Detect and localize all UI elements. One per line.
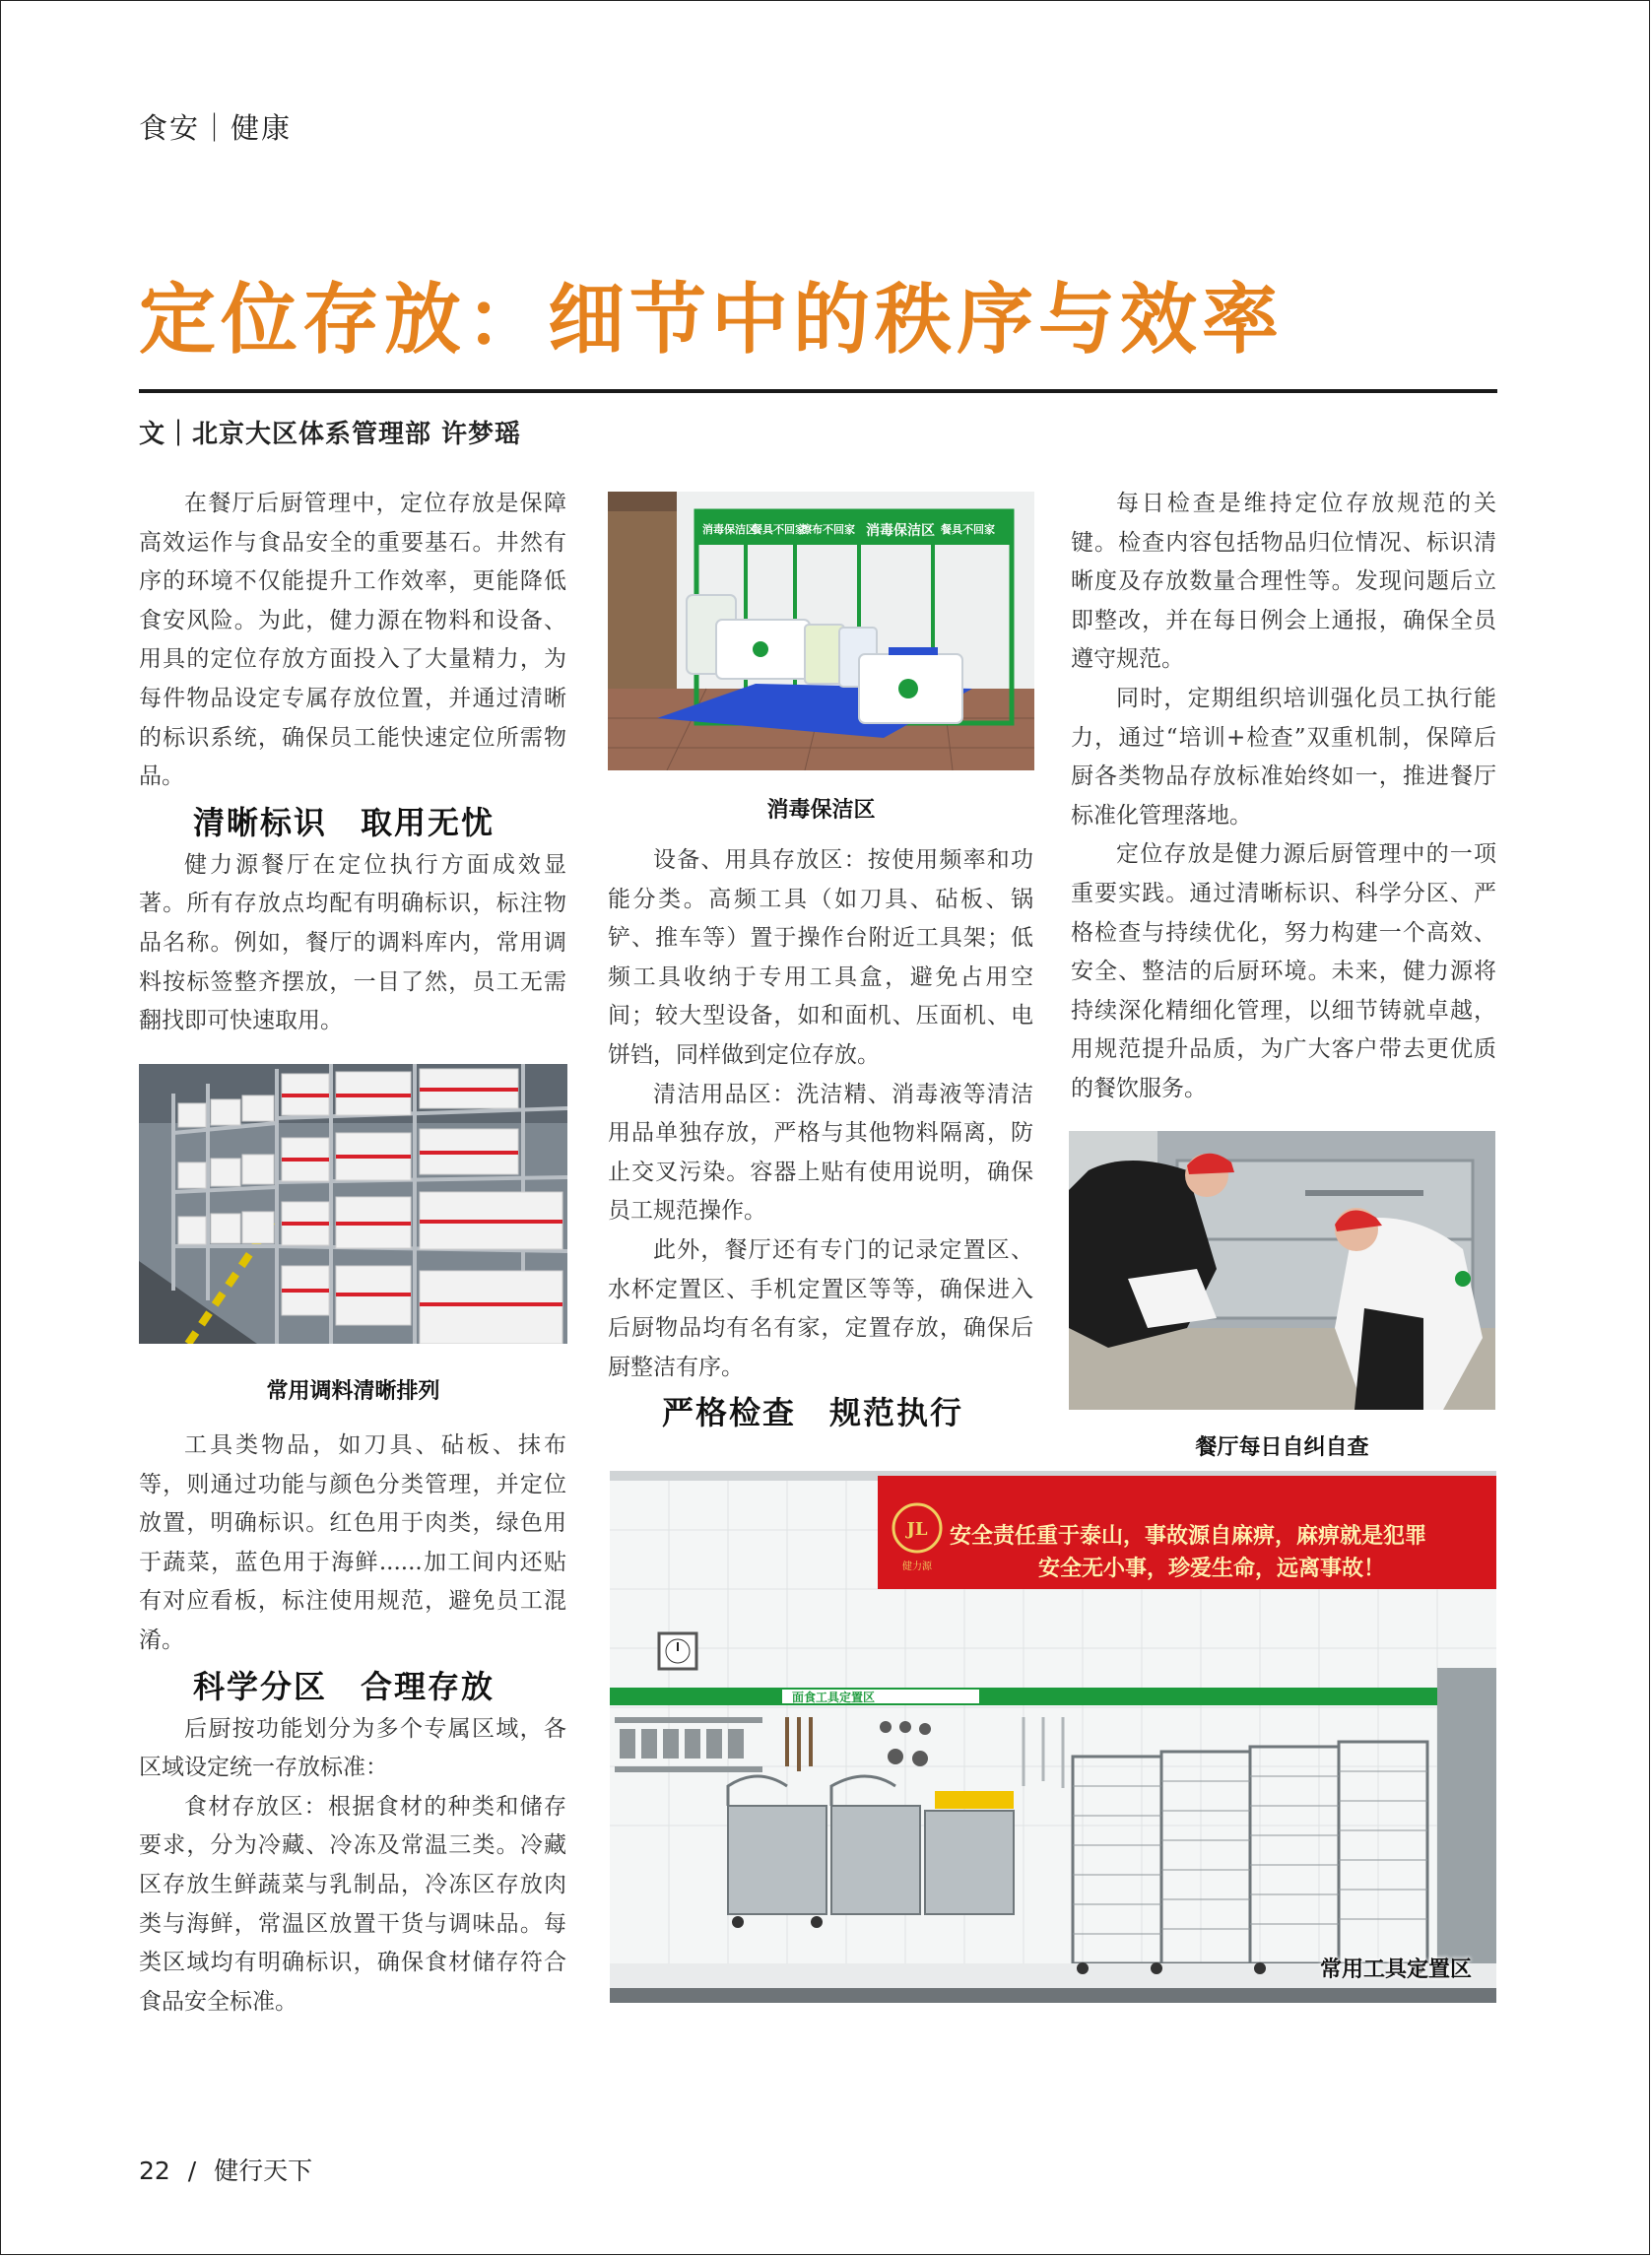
paragraph-food-storage: 食材存放区：根据食材的种类和储存要求，分为冷藏、冷冻及常温三类。冷藏区存放生鲜蔬菜与乳制品，冷冻区存放肉类与海鲜，常温区放置干货与调味品。每类区域均有明确标识，确保食材储存符合食品安全标准。	[139, 1793, 566, 2015]
heading-inspection: 严格检查 规范执行	[662, 1394, 964, 1432]
paragraph-daily-check: 每日检查是维持定位存放规范的关键。检查内容包括物品归位情况、标识清晰度及存放数量合理性等。发现问题后立即整改，并在每日例会上通报，确保全员遵守规范。	[1071, 491, 1496, 673]
article-title: 定位存放：细节中的秩序与效率	[139, 275, 1285, 365]
sign-3: 擦布不回家	[801, 523, 855, 536]
banner-logo: JL	[906, 1519, 928, 1540]
paragraph-labels: 健力源餐厅在定位执行方面成效显著。所有存放点均配有明确标识，标注物品名称。例如，餐厅的调料库内，常用调料按标签整齐摆放，一目了然，员工无需翻找即可快速取用。	[139, 851, 566, 1034]
sign-1: 消毒保洁区	[702, 523, 757, 536]
page-footer	[139, 2152, 312, 2187]
paragraph-cleaning-zone: 清洁用品区：洗洁精、消毒液等清洁用品单独存放，严格与其他物料隔离，防止交叉污染。容器上贴有使用说明，确保员工规范操作。	[608, 1081, 1033, 1225]
sign-2: 餐具不回家	[752, 523, 806, 536]
photo-tool-storage	[610, 1471, 1496, 2003]
magazine-name: 健行天下	[214, 2157, 313, 2185]
paragraph-conclusion: 定位存放是健力源后厨管理中的一项重要实践。通过清晰标识、科学分区、严格检查与持续优化，努力构建一个高效、安全、整洁的后厨环境。未来，健力源将持续深化精细化管理，以细节铸就卓越，用规范提升品质，为广大客户带去更优质的餐饮服务。	[1071, 841, 1496, 1101]
paragraph-zones-intro: 后厨按功能划分为多个专属区域，各区域设定统一存放标准：	[139, 1715, 566, 1781]
banner-line-1: 安全责任重于泰山，事故源自麻痹，麻痹就是犯罪	[950, 1524, 1427, 1549]
column-3	[1071, 485, 1496, 1109]
column-1-upper	[139, 485, 566, 1041]
heading-clear-labels: 清晰标识 取用无忧	[193, 803, 496, 841]
byline: 文｜北京大区体系管理部 许梦瑶	[139, 420, 522, 449]
photo-daily-inspection	[1069, 1131, 1495, 1410]
column-1-lower	[139, 1427, 566, 2022]
heading-zoning: 科学分区 合理存放	[193, 1667, 496, 1705]
caption-seasoning: 常用调料清晰排列	[266, 1379, 440, 1404]
caption-tool-storage-text: 常用工具定置区	[1319, 1958, 1472, 1982]
footer-separator: /	[187, 2157, 197, 2185]
board-label: 面食工具定置区	[792, 1691, 876, 1704]
caption-disinfection: 消毒保洁区	[766, 798, 876, 823]
photo-seasoning-racks	[139, 1064, 567, 1344]
sign-5: 餐具不回家	[941, 523, 995, 536]
caption-inspection: 餐厅每日自纠自查	[1195, 1435, 1369, 1460]
paragraph-training: 同时，定期组织培训强化员工执行能力，通过“培训+检查”双重机制，保障后厨各类物品存放标准始终如一，推进餐厅标准化管理落地。	[1071, 685, 1496, 829]
banner-line-2: 安全无小事，珍爱生命，远离事故！	[1038, 1557, 1386, 1581]
paragraph-tools: 工具类物品，如刀具、砧板、抹布等，则通过功能与颜色分类管理，并定位放置，明确标识。红色用于肉类，绿色用于蔬菜，蓝色用于海鲜......加工间内还贴有对应看板，标注使用规范，避免员工混淆。	[139, 1432, 566, 1653]
paragraph-other-zones: 此外，餐厅还有专门的记录定置区、水杯定置区、手机定置区等等，确保进入后厨物品均有名有家，定置存放，确保后厨整洁有序。	[608, 1236, 1033, 1380]
caption-tool-storage	[610, 1953, 1496, 1983]
title-rule	[139, 389, 1497, 393]
banner-logo-sub: 健力源	[902, 1561, 932, 1572]
page-number: 22	[139, 2157, 170, 2185]
photo-disinfection-area	[608, 492, 1034, 770]
section-label: 食安｜健康	[139, 111, 293, 145]
column-2	[608, 841, 1033, 1436]
paragraph-equipment-zone: 设备、用具存放区：按使用频率和功能分类。高频工具（如刀具、砧板、锅铲、推车等）置于操作台附近工具架；低频工具收纳于专用工具盒，避免占用空间；较大型设备，如和面机、压面机、电饼铛，同样做到定位存放。	[608, 847, 1033, 1068]
sign-4: 消毒保洁区	[866, 523, 935, 539]
intro-paragraph: 在餐厅后厨管理中，定位存放是保障高效运作与食品安全的重要基石。井然有序的环境不仅能提升工作效率，更能降低食安风险。为此，健力源在物料和设备、用具的定位存放方面投入了大量精力，为每件物品设定专属存放位置，并通过清晰的标识系统，确保员工能快速定位所需物品。	[139, 491, 566, 790]
